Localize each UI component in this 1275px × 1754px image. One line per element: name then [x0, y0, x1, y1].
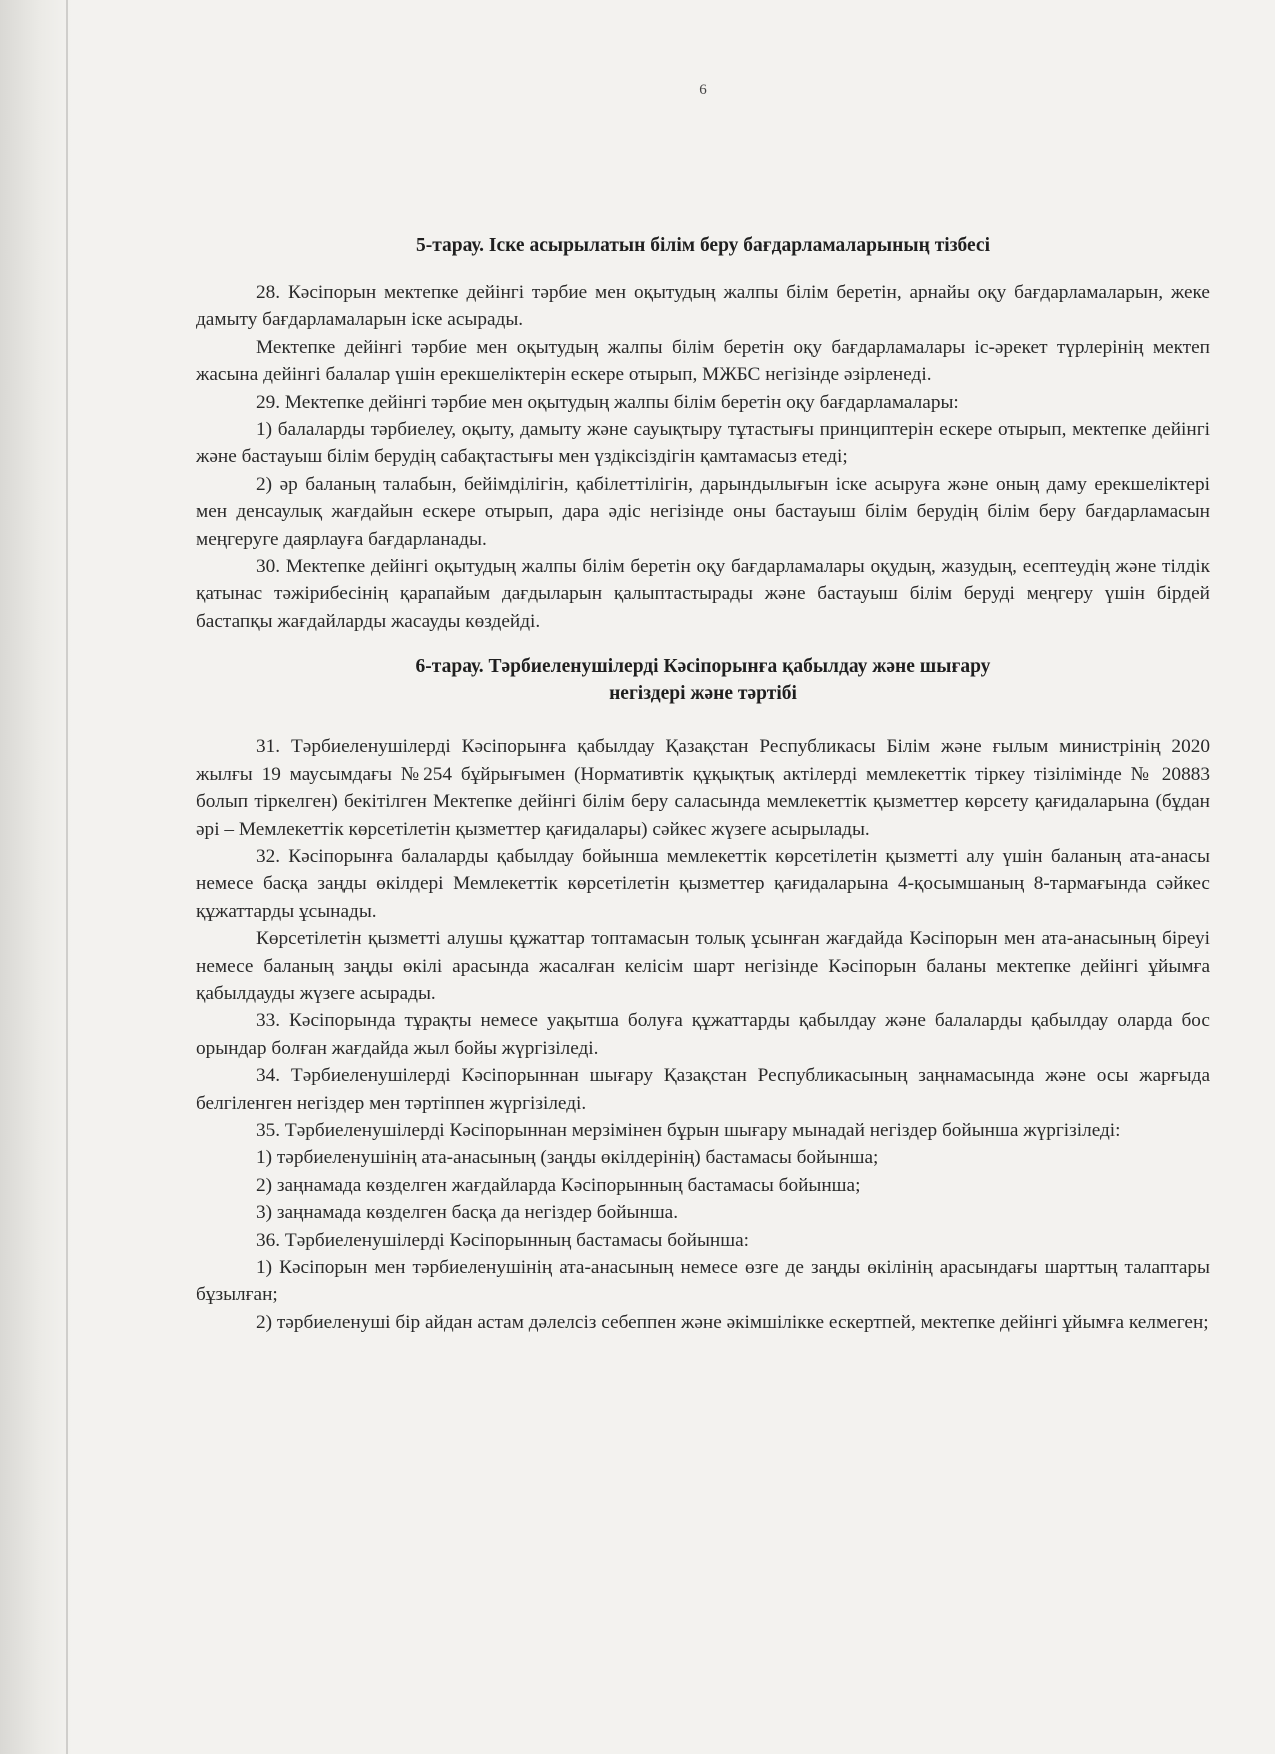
paragraph: 29. Мектепке дейінгі тәрбие мен оқытудың жалпы білім беретін оқу бағдарламалары: — [256, 391, 959, 413]
scan-fold-line — [66, 0, 68, 1754]
paragraph: 1) балаларды тәрбиелеу, оқыту, дамыту және сауықтыру тұтастығы принциптерін ескере отырып, мектепке дейінгі және бастауыш білім берудің сабақтастығы мен үздіксіздігін қамтамасыз етеді; — [196, 419, 1210, 468]
paragraph: 34. Тәрбиеленушілерді Кәсіпорыннан шығару Қазақстан Республикасының заңнамасында және осы жарғыда белгіленген негіздер мен тәртіппен жүргізіледі. — [196, 1065, 1210, 1114]
list-item: 2) тәрбиеленуші бір айдан астам дәлелсіз себеппен және әкімшілікке ескертпей, мектепке дейінгі ұйымға келмеген; — [256, 1311, 1209, 1333]
section-6-title-line-2: негіздері және тәртібі — [609, 683, 797, 705]
document-page — [196, 0, 1210, 1754]
paragraph: 35. Тәрбиеленушілерді Кәсіпорыннан мерзімінен бұрын шығару мынадай негіздер бойынша жүргізіледі: — [256, 1119, 1121, 1141]
paragraph: 32. Кәсіпорынға балаларды қабылдау бойынша мемлекеттік көрсетілетін қызметті алу үшін баланың ата-анасы немесе басқа заңды өкілдері Мемлекеттік көрсетілетін қызметтер қағидаларына 4-қосымшаның 8-тармағында сәйкес құжаттарды ұсынады. — [196, 845, 1210, 922]
section-6-title-line-1: 6-тарау. Тәрбиеленушілерді Кәсіпорынға қабылдау және шығару — [415, 656, 991, 678]
paragraph: 28. Кәсіпорын мектепке дейінгі тәрбие мен оқытудың жалпы білім беретін, арнайы оқу бағдарламаларын, жеке дамыту бағдарламаларын іске асырады. — [196, 282, 1210, 331]
paragraph: 36. Тәрбиеленушілерді Кәсіпорынның бастамасы бойынша: — [256, 1229, 750, 1251]
page-content — [196, 232, 1210, 1336]
paragraph: 33. Кәсіпорында тұрақты немесе уақытша болуға құжаттарды қабылдау және балаларды қабылдау оларда бос орындар болған жағдайда жыл бойы жүргізіледі. — [196, 1010, 1210, 1059]
section-6-title — [196, 653, 1210, 707]
section-5-body — [196, 279, 1210, 635]
page-number: 6 — [699, 82, 707, 98]
paragraph: 31. Тәрбиеленушілерді Кәсіпорынға қабылдау Қазақстан Республикасы Білім және ғылым министрінің 2020 жылғы 19 маусымдағы №254 бұйрығымен (Нормативтік құқықтық актілерді мемлекеттік тіркеу тізілімінде № 20883 болып тіркелген) бекітілген Мектепке дейінгі білім беру саласында мемлекеттік қызметтер көрсету қағидаларына (бұдан әрі – Мемлекеттік көрсетілетін қызметтер қағидалары) сәйкес жүзеге асырылады. — [196, 736, 1210, 840]
paragraph: 30. Мектепке дейінгі оқытудың жалпы білім беретін оқу бағдарламалары оқудың, жазудың, есептеудің және тілдік қатынас тәжірибесінің қарапайым дағдыларын қалыптастырады және бастауыш білім беруді меңгеру үшін бірдей бастапқы жағдайларды жасауды көздейді. — [196, 556, 1210, 632]
paragraph: Мектепке дейінгі тәрбие мен оқытудың жалпы білім беретін оқу бағдарламалары іс-әрекет түрлерінің мектеп жасына дейінгі балалар үшін ерекшеліктерін ескере отырып, МЖБС негізінде әзірленеді. — [196, 336, 1210, 386]
list-item: 2) заңнамада көзделген жағдайларда Кәсіпорынның бастамасы бойынша; — [256, 1174, 861, 1196]
list-item: 1) Кәсіпорын мен тәрбиеленушінің ата-анасының немесе өзге де заңды өкілінің арасындағы шарттың талаптары бұзылған; — [196, 1257, 1210, 1306]
paragraph: 2) әр баланың талабын, бейімділігін, қабілеттілігін, дарындылығын іске асыруға және оның даму ерекшеліктері мен денсаулық жағдайын ескере отырып, дара әдіс негізінде оны бастауыш білім берудің білім беру бағдарламасын меңгеруге даярлауға бағдарланады. — [196, 473, 1210, 550]
scan-shadow-edge — [0, 0, 72, 1754]
paragraph: Көрсетілетін қызметті алушы құжаттар топтамасын толық ұсынған жағдайда Кәсіпорын мен ата-анасының біреуі немесе баланың заңды өкілі арасында жасалған келісім шарт негізінде Кәсіпорын баланы мектепке дейінгі ұйымға қабылдауды жүзеге асырады. — [196, 928, 1210, 1004]
section-5-title: 5-тарау. Іске асырылатын білім беру бағдарламаларының тізбесі — [415, 235, 991, 256]
list-item: 3) заңнамада көзделген басқа да негіздер бойынша. — [256, 1202, 679, 1224]
section-6-body — [196, 733, 1210, 1336]
list-item: 1) тәрбиеленушінің ата-анасының (заңды өкілдерінің) бастамасы бойынша; — [256, 1147, 879, 1169]
